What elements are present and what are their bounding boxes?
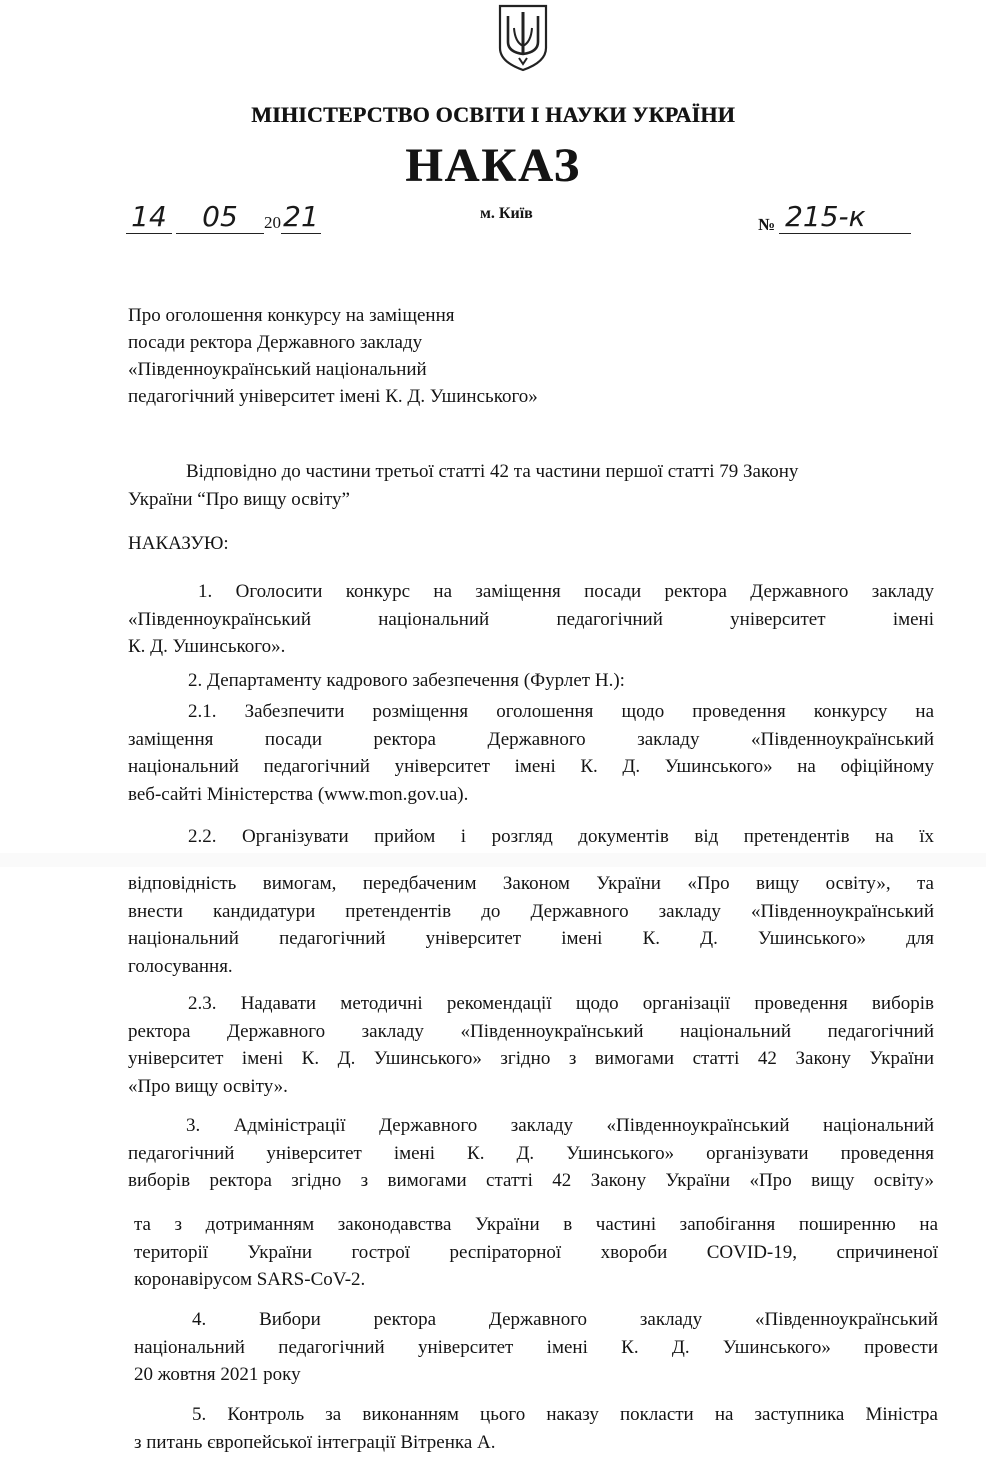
number-sign: № <box>758 215 776 234</box>
item-1 <box>128 578 934 661</box>
date-year: 21 <box>281 200 321 234</box>
item-line: 1. Оголосити конкурс на заміщення посади ректора Державного закладу <box>198 581 934 602</box>
item-line: коронавірусом SARS-CoV-2. <box>134 1269 366 1291</box>
subject-line: Про оголошення конкурсу на заміщення <box>128 305 455 326</box>
item-line: внести кандидатури претендентів до Державного закладу «Південноукраїнський <box>128 900 934 922</box>
page-divider <box>0 853 986 867</box>
item-line: 2.2. Організувати прийом і розгляд документів від претендентів на їх <box>188 826 934 847</box>
date-century: 20 <box>264 213 281 232</box>
item-line: національний педагогічний університет імені К. Д. Ушинського» для <box>128 928 934 950</box>
city: м. Київ <box>480 205 533 222</box>
item-2-2-continued <box>128 870 934 980</box>
preamble <box>128 458 934 513</box>
number-value: 215-к <box>779 200 911 234</box>
item-line: виборів ректора згідно з вимогами статті 42 Закону України «Про вищу освіту» <box>128 1170 934 1192</box>
item-line: 3. Адміністрації Державного закладу «Південноукраїнський національний <box>186 1115 934 1136</box>
item-line: «Південноукраїнський національний педагогічний університет імені <box>128 608 934 630</box>
item-line: ректора Державного закладу «Південноукраїнський національний педагогічний <box>128 1020 934 1042</box>
preamble-line: Відповідно до частини третьої статті 42 та частини першої статті 79 Закону <box>186 461 799 482</box>
order-word: НАКАЗУЮ: <box>128 533 229 554</box>
subject-block <box>128 302 538 410</box>
item-line: національний педагогічний університет імені К. Д. Ушинського» на офіційному <box>128 756 934 778</box>
item-line: голосування. <box>128 955 233 977</box>
subject-line: «Південноукраїнський національний <box>128 359 427 380</box>
subject-line: посади ректора Державного закладу <box>128 332 423 353</box>
item-line: відповідність вимогам, передбаченим Законом України «Про вищу освіту», та <box>128 873 934 894</box>
item-line: 2. Департаменту кадрового забезпечення (Фурлет Н.): <box>188 670 625 691</box>
subject-line: педагогічний університет імені К. Д. Ушинського» <box>128 386 538 407</box>
document-title: НАКАЗ <box>405 139 581 192</box>
order-number <box>758 200 911 235</box>
item-line: К. Д. Ушинського». <box>128 636 286 658</box>
preamble-line: України “Про вищу освіту” <box>128 488 350 510</box>
item-line: з питань європейської інтеграції Вітренка А. <box>134 1431 496 1453</box>
item-line: національний педагогічний університет імені К. Д. Ушинського» провести <box>134 1336 938 1358</box>
item-5 <box>134 1401 938 1456</box>
item-line: 4. Вибори ректора Державного закладу «Південноукраїнський <box>192 1309 938 1330</box>
item-2-3 <box>128 990 934 1100</box>
item-line: території України гострої респіраторної хвороби COVID-19, спричиненої <box>134 1241 938 1263</box>
order-date <box>126 200 321 234</box>
coat-of-arms-icon <box>494 2 552 72</box>
item-3-continued <box>134 1211 938 1294</box>
item-line: веб-сайті Міністерства (www.mon.gov.ua). <box>128 783 469 805</box>
item-4 <box>134 1306 938 1389</box>
ministry-name: МІНІСТЕРСТВО ОСВІТИ І НАУКИ УКРАЇНИ <box>251 102 735 127</box>
item-line: педагогічний університет імені К. Д. Ушинського» організувати проведення <box>128 1142 934 1164</box>
item-line: 2.3. Надавати методичні рекомендації щодо організації проведення виборів <box>188 993 934 1014</box>
item-2-2 <box>128 823 934 851</box>
item-2-1 <box>128 698 934 808</box>
item-line: 2.1. Забезпечити розміщення оголошення щодо проведення конкурсу на <box>188 701 934 722</box>
item-line: «Про вищу освіту». <box>128 1075 288 1097</box>
date-month: 05 <box>176 200 264 234</box>
item-line: 20 жовтня 2021 року <box>134 1364 301 1386</box>
item-line: заміщення посади ректора Державного закладу «Південноукраїнський <box>128 728 934 750</box>
item-line: та з дотриманням законодавства України в частині запобігання поширенню на <box>134 1214 938 1235</box>
item-3 <box>128 1112 934 1195</box>
item-line: університет імені К. Д. Ушинського» згідно з вимогами статті 42 Закону України <box>128 1048 934 1070</box>
item-2 <box>128 667 934 695</box>
item-line: 5. Контроль за виконанням цього наказу покласти на заступника Міністра <box>192 1404 938 1425</box>
date-day: 14 <box>126 200 172 234</box>
